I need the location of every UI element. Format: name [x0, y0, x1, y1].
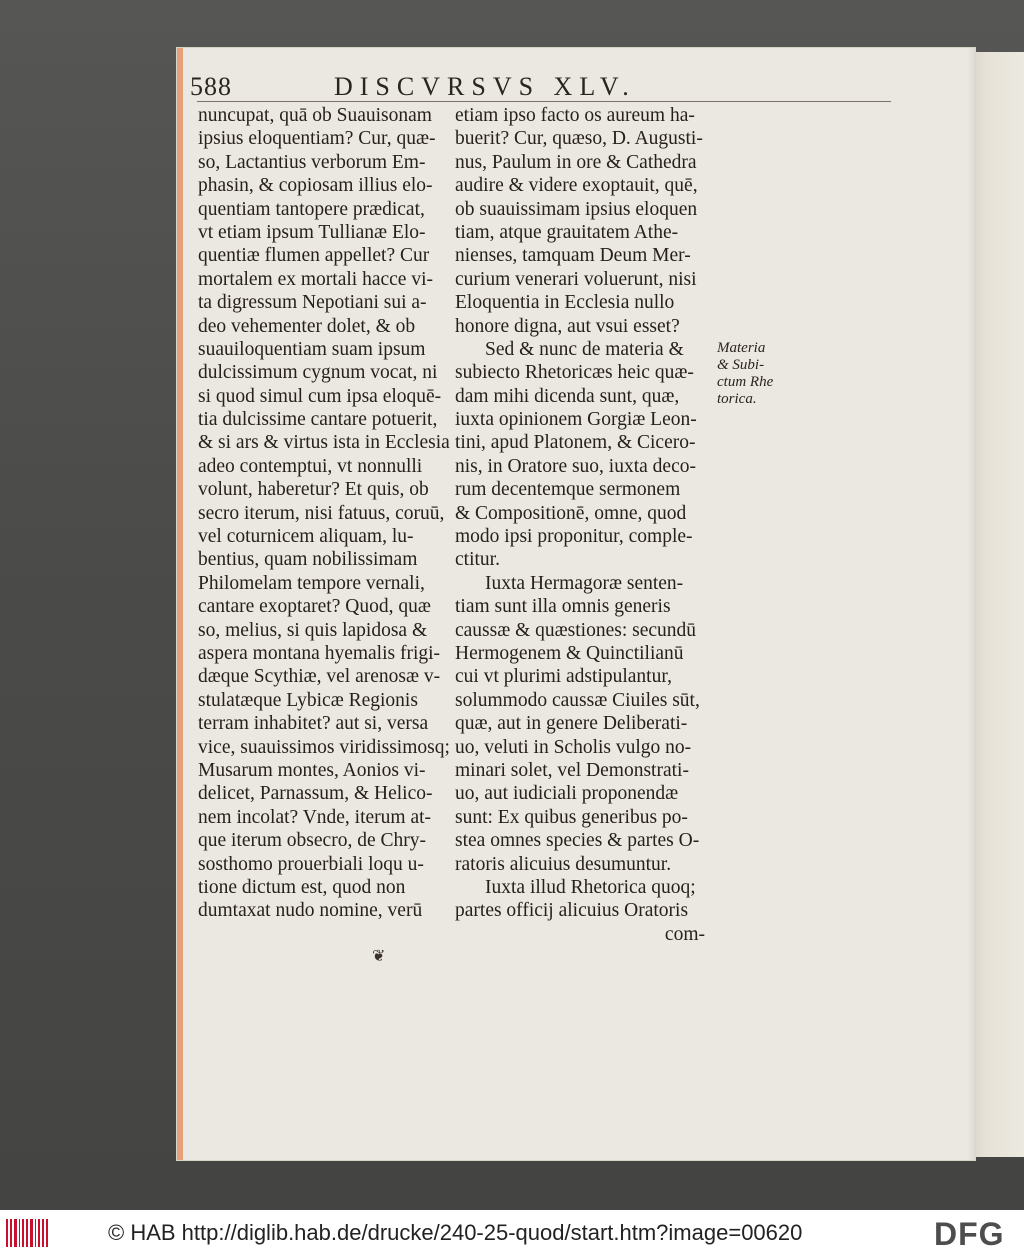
text-line: honore digna, aut vsui esset?	[455, 315, 680, 337]
text-line: sosthomo prouerbiali loqu u-	[198, 853, 424, 875]
text-line: nus, Paulum in ore & Cathedra	[455, 151, 697, 173]
text-line: dumtaxat nudo nomine, verū	[198, 900, 423, 922]
text-line: curium venerari voluerunt, nisi	[455, 268, 697, 290]
text-column-right	[455, 104, 725, 946]
text-line: Eloquentia in Ecclesia nullo	[455, 292, 675, 314]
text-line: delicet, Parnassum, & Helico-	[198, 783, 433, 805]
text-line: ctitur.	[455, 549, 500, 571]
text-line: cantare exoptaret? Quod, quæ	[198, 596, 431, 618]
text-line: Sed & nunc de materia &	[485, 338, 684, 360]
page-number: 588	[190, 72, 232, 101]
text-line: suauiloquentiam suam ipsum	[198, 338, 426, 360]
text-line: dulcissimum cygnum vocat, ni	[198, 362, 438, 384]
text-line: ta digressum Nepotiani sui a-	[198, 292, 427, 314]
text-line: quentiam tantopere prædicat,	[198, 198, 425, 220]
text-line: dam mihi dicenda sunt, quæ,	[455, 385, 680, 407]
text-line: Iuxta illud Rhetorica quoq;	[485, 876, 696, 898]
text-line: & Compositionē, omne, quod	[455, 502, 687, 524]
margin-note-line: Materia	[717, 340, 766, 356]
dfg-logo[interactable]: DFG	[934, 1216, 1005, 1252]
text-line: uo, aut iudiciali proponendæ	[455, 783, 679, 805]
text-line: nienses, tamquam Deum Mer-	[455, 245, 691, 267]
text-line: & si ars & virtus ista in Ecclesia	[198, 432, 450, 454]
footer-bar	[0, 1210, 1024, 1255]
text-line: phasin, & copiosam illius elo-	[198, 175, 433, 197]
text-line: caussæ & quæstiones: secundū	[455, 619, 697, 641]
text-line: tia dulcissime cantare potuerit,	[198, 409, 438, 431]
text-line: mortalem ex mortali hacce vi-	[198, 268, 433, 290]
ornament-icon: ❦	[372, 948, 386, 965]
text-line: vice, suauissimos viridissimosq;	[198, 736, 450, 758]
text-line: tiam sunt illa omnis generis	[455, 596, 671, 618]
text-line: uo, veluti in Scholis vulgo no-	[455, 736, 692, 758]
text-line: Hermogenem & Quinctilianū	[455, 642, 684, 664]
text-line: cui vt plurimi adstipulantur,	[455, 666, 672, 688]
text-line: Iuxta Hermagoræ senten-	[485, 572, 684, 594]
running-title: DISCVRSVS XLV.	[334, 72, 636, 101]
text-line: iuxta opinionem Gorgiæ Leon-	[455, 409, 697, 431]
text-line: tini, apud Platonem, & Cicero-	[455, 432, 696, 454]
page-edge	[967, 48, 975, 1160]
text-line: nis, in Oratore suo, iuxta deco-	[455, 455, 696, 477]
text-line: deo vehementer dolet, & ob	[198, 315, 416, 337]
text-column-left	[198, 104, 462, 923]
text-line: nuncupat, quā ob Suauisonam	[198, 105, 432, 126]
text-line: bentius, quam nobilissimam	[198, 549, 418, 571]
text-line: vt etiam ipsum Tullianæ Elo-	[198, 221, 426, 243]
text-line: nem incolat? Vnde, iterum at-	[198, 806, 432, 828]
margin-note-line: torica.	[717, 391, 757, 407]
text-line: so, melius, si quis lapidosa &	[198, 619, 428, 641]
text-line: modo ipsi proponitur, comple-	[455, 526, 693, 548]
text-line: quæ, aut in genere Deliberati-	[455, 713, 688, 735]
text-line: etiam ipso facto os aureum ha-	[455, 105, 695, 126]
text-line: secro iterum, nisi fatuus, coruū,	[198, 502, 445, 524]
text-line: ipsius eloquentiam? Cur, quæ-	[198, 128, 436, 150]
margin-note	[717, 340, 773, 408]
text-line: que iterum obsecro, de Chry-	[198, 830, 426, 852]
text-line: tiam, atque grauitatem Athe-	[455, 221, 679, 243]
text-line: quentiæ flumen appellet? Cur	[198, 245, 430, 267]
text-line: adeo contemptui, vt nonnulli	[198, 455, 423, 477]
text-line: stulatæque Lybicæ Regionis	[198, 689, 418, 711]
header-rule	[197, 101, 891, 102]
text-line: terram inhabitet? aut si, versa	[198, 713, 429, 735]
text-line: si quod simul cum ipsa eloquē-	[198, 385, 442, 407]
copyright-url-text[interactable]: © HAB http://diglib.hab.de/drucke/240-25-quod/start.htm?image=00620	[108, 1220, 803, 1245]
text-line: dæque Scythiæ, vel arenosæ v-	[198, 666, 441, 688]
text-line: audire & videre exoptauit, quē,	[455, 175, 698, 197]
text-line: rum decentemque sermonem	[455, 479, 681, 501]
catchword: com-	[664, 923, 705, 945]
text-line: vel coturnicem aliquam, lu-	[198, 526, 414, 548]
text-line: solummodo caussæ Ciuiles sūt,	[455, 689, 700, 711]
text-line: tione dictum est, quod non	[198, 876, 406, 898]
text-line: minari solet, vel Demonstrati-	[455, 759, 689, 781]
text-line: partes officij alicuius Oratoris	[455, 900, 689, 922]
text-line: aspera montana hyemalis frigi-	[198, 642, 441, 664]
text-line: Philomelam tempore vernali,	[198, 572, 425, 594]
text-line: ob suauissimam ipsius eloquen	[455, 198, 698, 220]
text-line: subiecto Rhetoricæs heic quæ-	[455, 362, 694, 384]
text-line: stea omnes species & partes O-	[455, 830, 700, 852]
text-line: ratoris alicuius desumuntur.	[455, 853, 672, 875]
text-line: volunt, haberetur? Et quis, ob	[198, 479, 429, 501]
margin-note-line: ctum Rhe	[717, 374, 774, 390]
text-line: so, Lactantius verborum Em-	[198, 151, 426, 173]
text-line: sunt: Ex quibus generibus po-	[455, 806, 688, 828]
text-line: Musarum montes, Aonios vi-	[198, 759, 426, 781]
hab-barcode-logo-icon[interactable]	[6, 1219, 48, 1247]
margin-note-line: & Subi-	[717, 357, 765, 373]
text-line: buerit? Cur, quæso, D. Augusti-	[455, 128, 703, 150]
